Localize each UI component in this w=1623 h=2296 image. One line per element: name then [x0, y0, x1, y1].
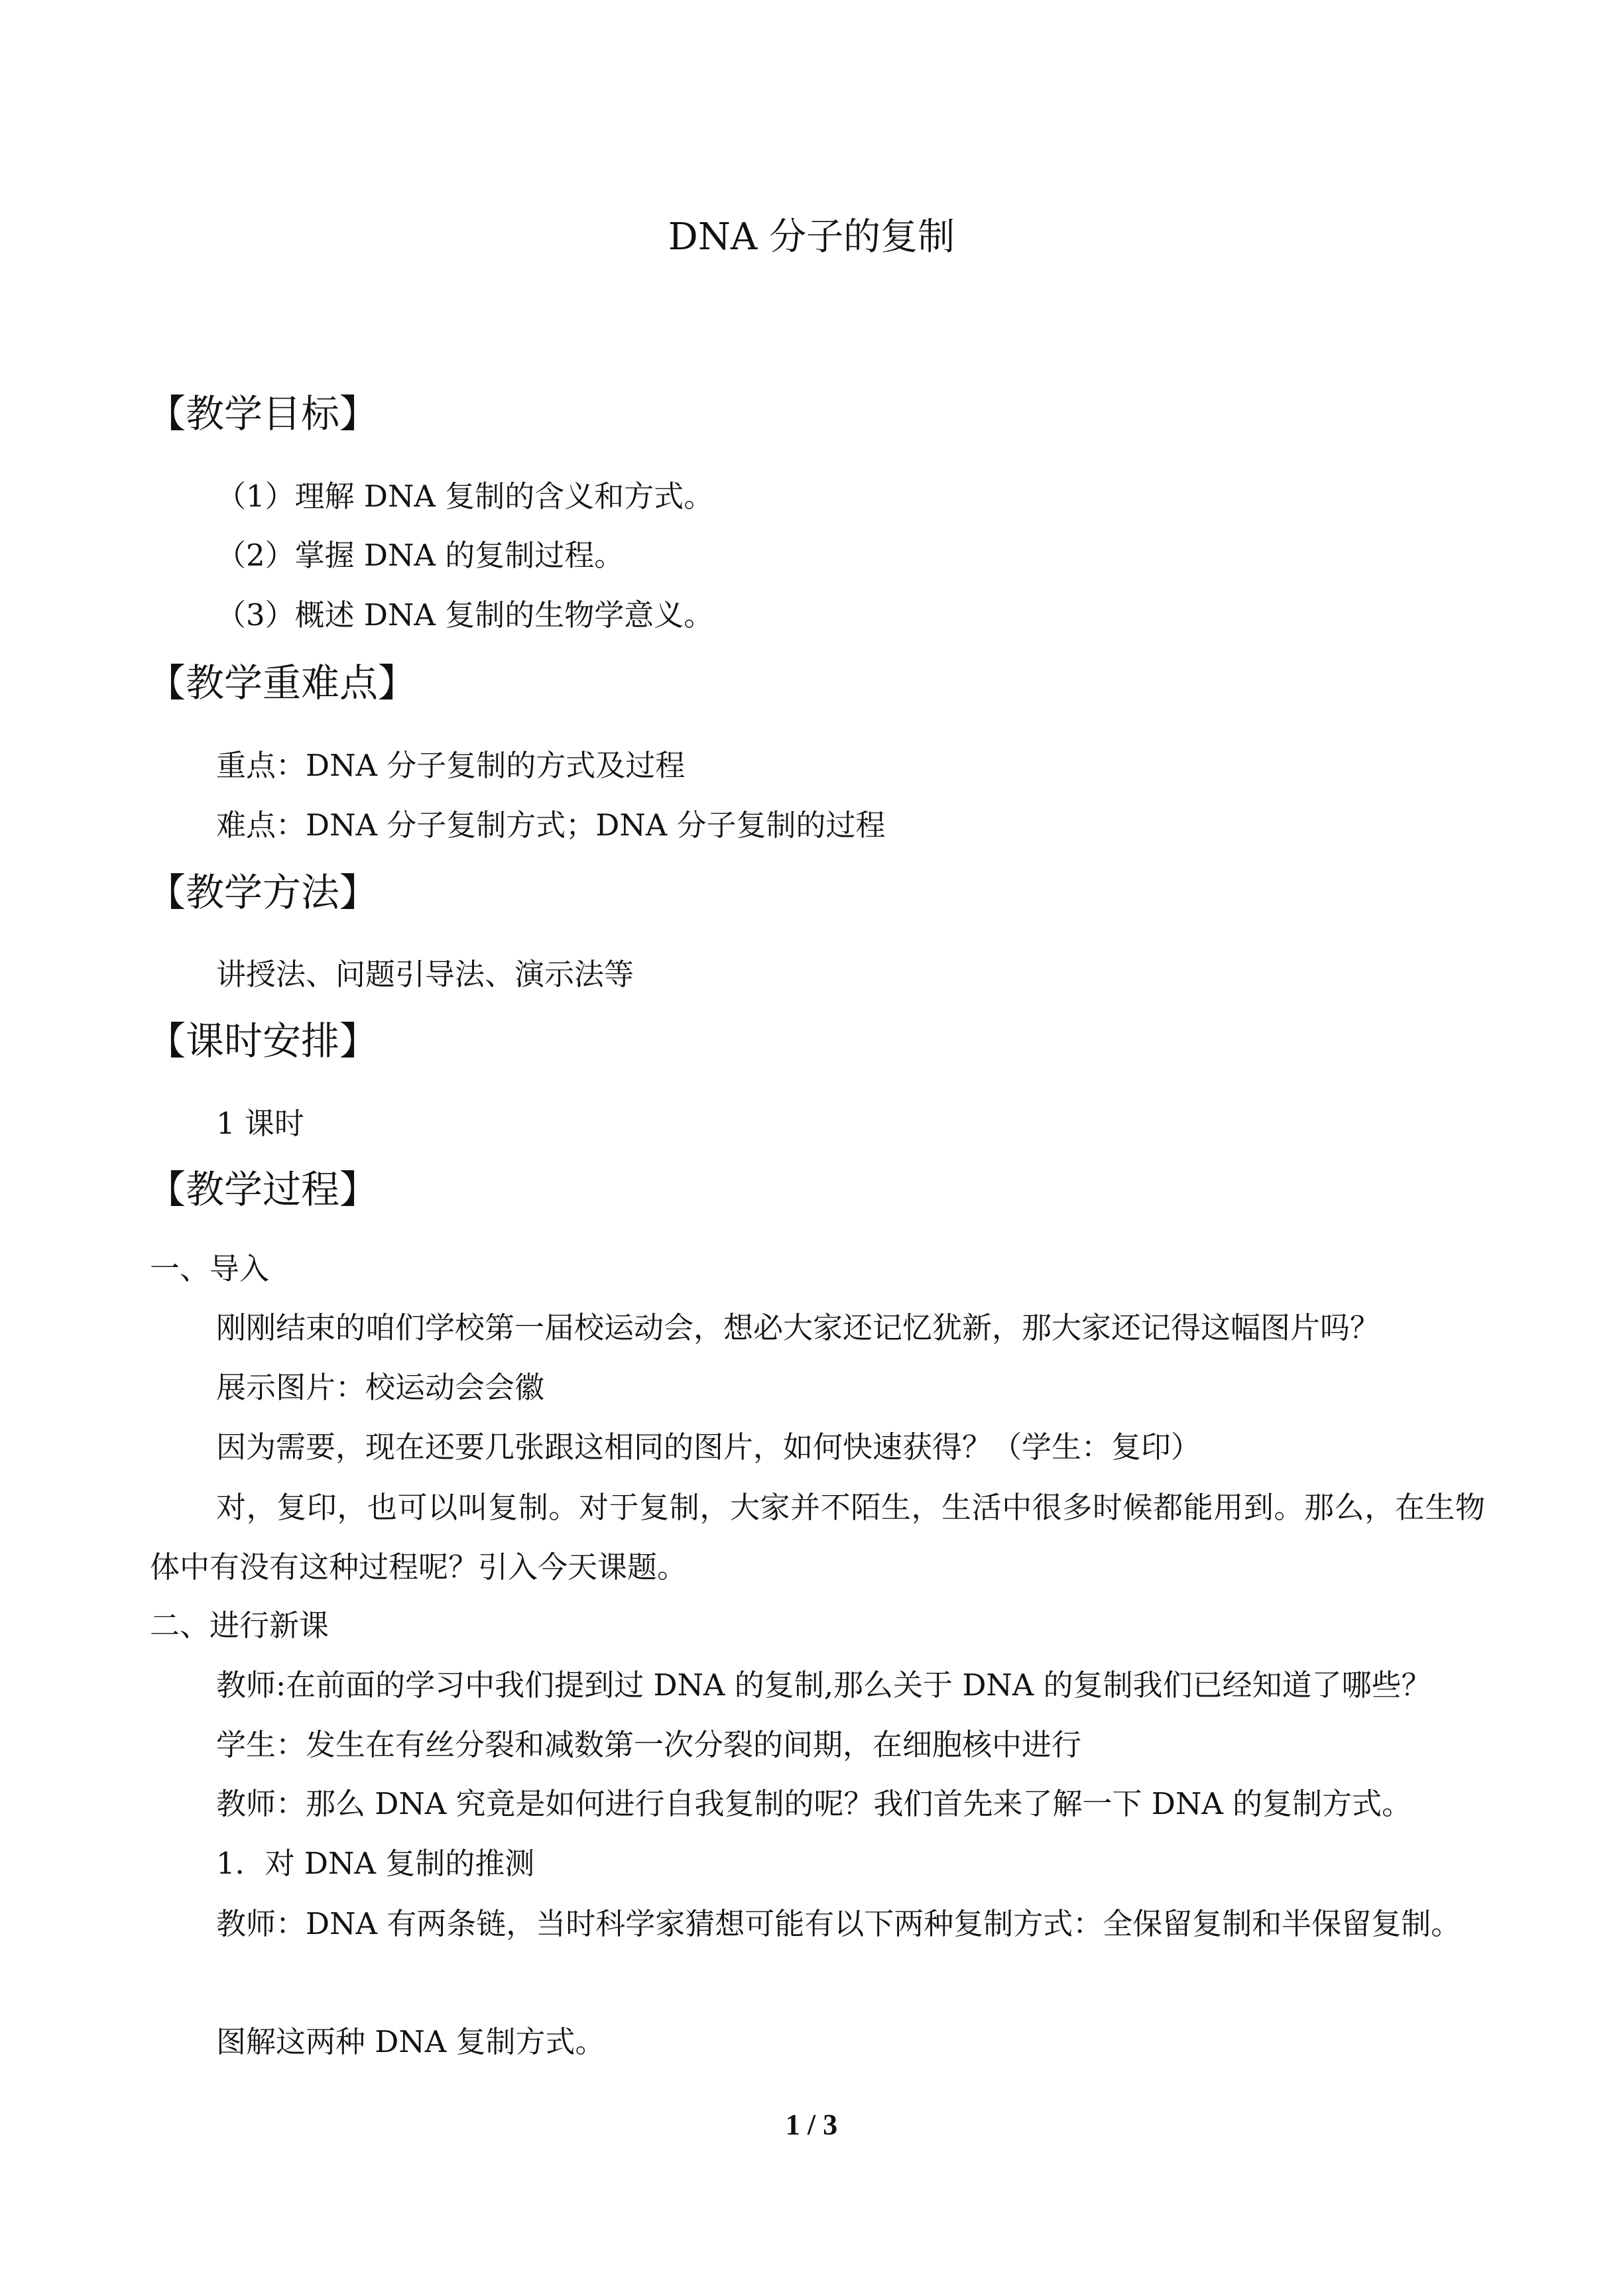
key-point-text: 重点：DNA 分子复制的方式及过程 — [216, 748, 686, 783]
part2-title: 二、进行新课 — [150, 1608, 330, 1643]
page-number: 1 / 3 — [785, 2108, 838, 2141]
difficult-point-text: 难点：DNA 分子复制方式；DNA 分子复制的过程 — [216, 808, 886, 843]
schedule-text: 1 课时 — [216, 1106, 304, 1141]
objective-item-3: （3）概述 DNA 复制的生物学意义。 — [216, 597, 714, 633]
document-title: DNA 分子的复制 — [668, 215, 955, 259]
heading-process: 【教学过程】 — [147, 1167, 379, 1212]
part2-paragraph-2: 学生：发生在有丝分裂和减数第一次分裂的间期，在细胞核中进行 — [216, 1727, 1082, 1762]
heading-methods: 【教学方法】 — [147, 870, 379, 915]
methods-text: 讲授法、问题引导法、演示法等 — [216, 957, 634, 992]
heading-schedule: 【课时安排】 — [147, 1018, 379, 1063]
objective-item-1: （1）理解 DNA 复制的含义和方式。 — [216, 479, 714, 514]
heading-objectives: 【教学目标】 — [147, 391, 379, 436]
part2-paragraph-1: 教师:在前面的学习中我们提到过 DNA 的复制,那么关于 DNA 的复制我们已经知道了哪些？ — [216, 1667, 1431, 1703]
part2-paragraph-4: 1．对 DNA 复制的推测 — [216, 1846, 535, 1881]
objective-item-2: （2）掌握 DNA 的复制过程。 — [216, 538, 625, 573]
part2-paragraph-6: 图解这两种 DNA 复制方式。 — [216, 2024, 605, 2059]
part1-paragraph-1: 刚刚结束的咱们学校第一届校运动会，想必大家还记忆犹新，那大家还记得这幅图片吗？ — [216, 1310, 1380, 1345]
part1-paragraph-2: 展示图片：校运动会会徽 — [216, 1370, 545, 1405]
part1-title: 一、导入 — [150, 1251, 270, 1286]
part1-paragraph-3: 因为需要，现在还要几张跟这相同的图片，如何快速获得？（学生：复印） — [216, 1429, 1201, 1465]
heading-key-points: 【教学重难点】 — [147, 660, 417, 705]
part2-paragraph-5: 教师：DNA 有两条链，当时科学家猜想可能有以下两种复制方式：全保留复制和半保留复制。 — [216, 1906, 1461, 1941]
part1-paragraph-4: 对，复印，也可以叫复制。对于复制，大家并不陌生，生活中很多时候都能用到。那么，在生物体中有没有这种过程呢？引入今天课题。 — [150, 1490, 1485, 1585]
part2-paragraph-3: 教师：那么 DNA 究竟是如何进行自我复制的呢？我们首先来了解一下 DNA 的复制方式。 — [216, 1786, 1412, 1821]
